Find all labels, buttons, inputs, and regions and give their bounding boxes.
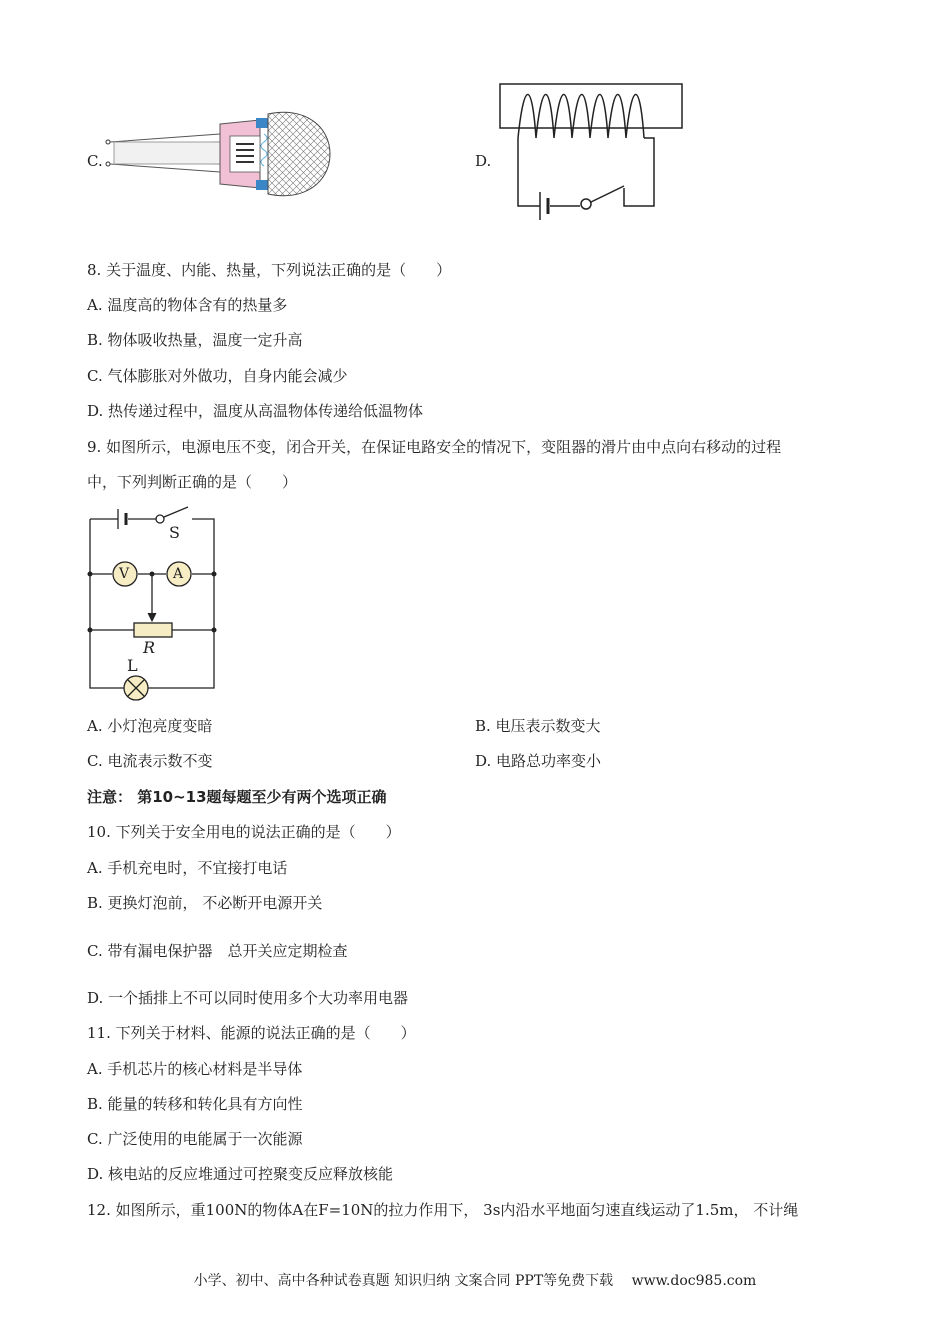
q11-option-a: A. 手机芯片的核心材料是半导体 [87,1060,303,1078]
page-footer: 小学、初中、高中各种试卷真题 知识归纳 文案合同 PPT等免费下载 www.doc985.com [193,1273,757,1289]
q10-option-c: C. 带有漏电保护器 总开关应定期检查 [87,942,348,960]
resistor-icon [134,623,172,637]
q8-option-b: B. 物体吸收热量，温度一定升高 [87,331,303,349]
q9-option-b: B. 电压表示数变大 [475,717,601,735]
q9-option-c: C. 电流表示数不变 [87,752,213,770]
switch-label: S [169,523,180,542]
q9-option-a: A. 小灯泡亮度变暗 [87,717,213,735]
light-bulb-figure-icon [104,106,334,206]
ammeter-label: A [173,566,184,582]
multi-answer-note: 注意： 第10~13题每题至少有两个选项正确 [87,788,387,806]
q9-stem-line1: 9. 如图所示，电源电压不变，闭合开关，在保证电路安全的情况下，变阻器的滑片由中点向右移动的过程 [87,438,782,456]
q12-stem: 12. 如图所示，重100N的物体A在F=10N的拉力作用下， 3s内沿水平地面匀速直线运动了1.5m， 不计绳 [87,1201,799,1219]
q8-option-d: D. 热传递过程中，温度从高温物体传递给低温物体 [87,402,424,420]
q10-option-a: A. 手机充电时，不宜接打电话 [87,859,288,877]
electromagnet-figure-icon [496,76,686,226]
q11-option-c: C. 广泛使用的电能属于一次能源 [87,1130,303,1148]
circuit-diagram-figure [86,505,226,695]
q11-option-d: D. 核电站的反应堆通过可控聚变反应释放核能 [87,1165,394,1183]
voltmeter-label: V [119,566,130,582]
lamp-label: L [127,656,138,675]
q9-stem-line2: 中，下列判断正确的是（ ） [87,473,298,491]
q7-option-d-label: D. [475,152,492,170]
q10-option-d: D. 一个插排上不可以同时使用多个大功率用电器 [87,989,409,1007]
q8-option-c: C. 气体膨胀对外做功，自身内能会减少 [87,367,348,385]
resistor-label: R [143,638,156,657]
q9-option-d: D. 电路总功率变小 [475,752,602,770]
q11-stem: 11. 下列关于材料、能源的说法正确的是（ ） [87,1024,416,1042]
q8-stem: 8. 关于温度、内能、热量，下列说法正确的是（ ） [87,261,452,279]
q7-option-c-label: C. [87,152,103,170]
q8-option-a: A. 温度高的物体含有的热量多 [87,296,288,314]
q11-option-b: B. 能量的转移和转化具有方向性 [87,1095,303,1113]
q10-option-b: B. 更换灯泡前， 不必断开电源开关 [87,894,323,912]
q10-stem: 10. 下列关于安全用电的说法正确的是（ ） [87,823,401,841]
